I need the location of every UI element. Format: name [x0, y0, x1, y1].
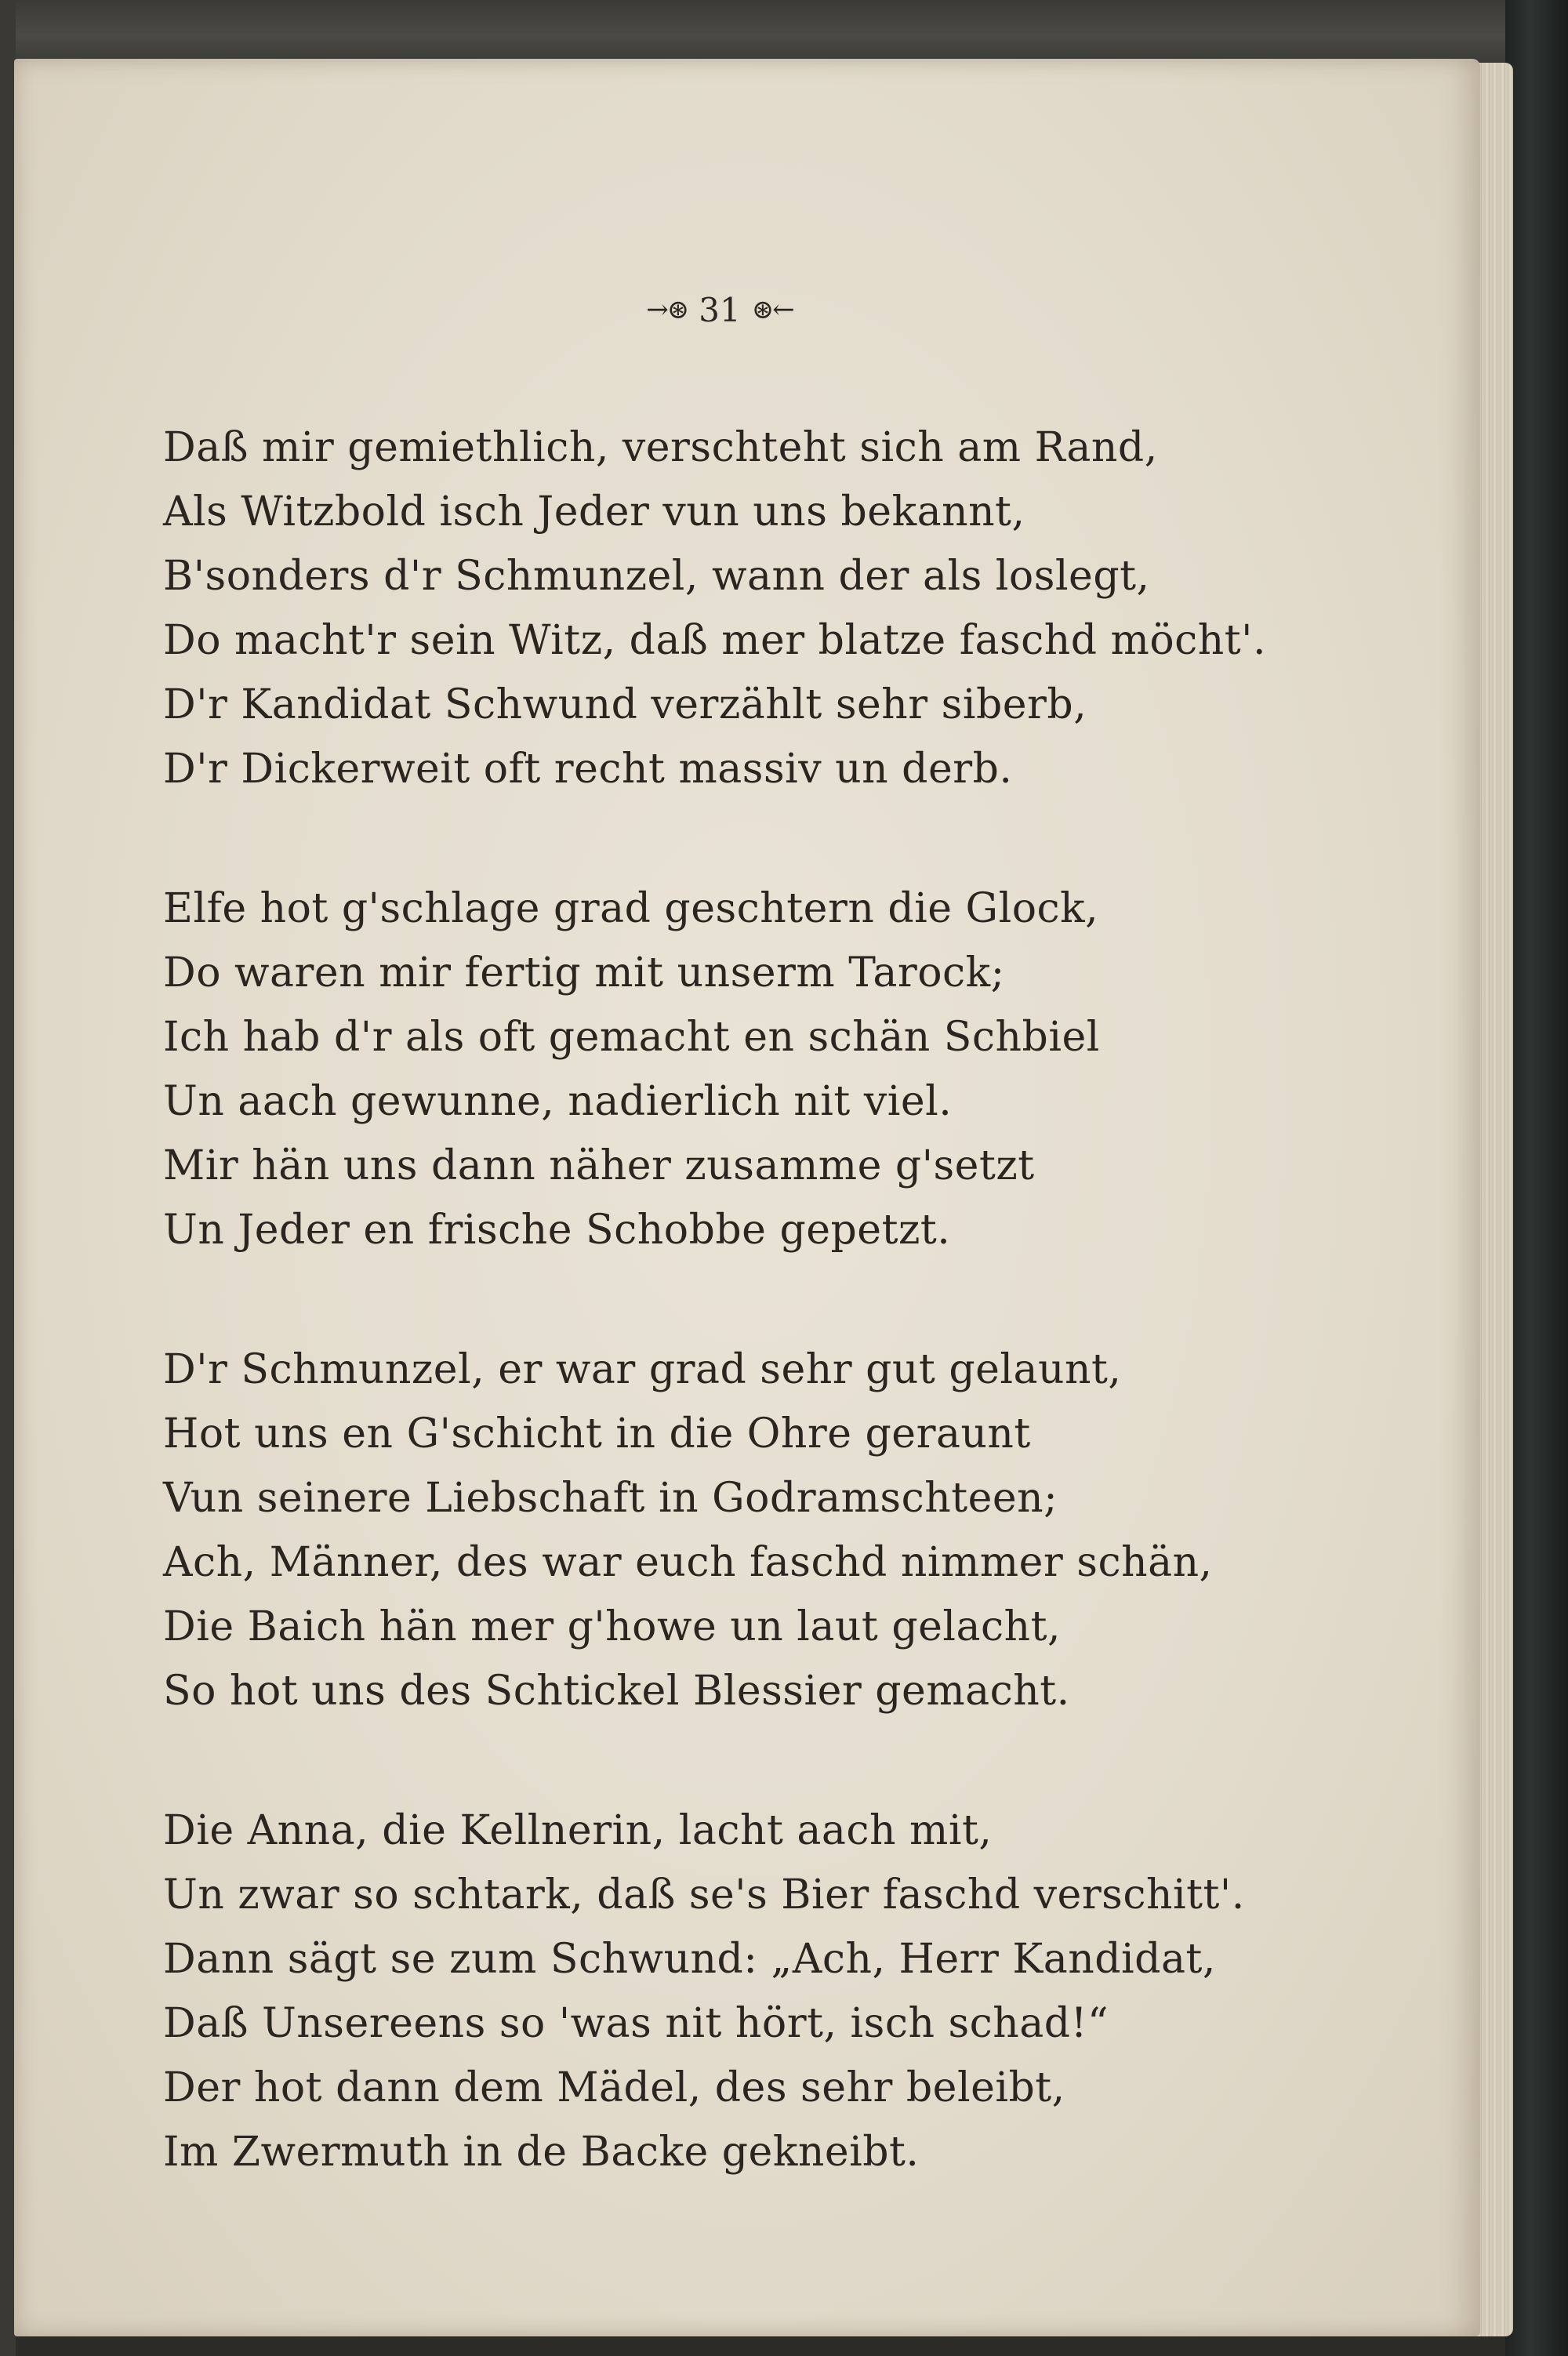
- poem-line: Daß mir gemiethlich, verschteht sich am Rand,: [163, 424, 1158, 471]
- poem-line: D'r Schmunzel, er war grad sehr gut gelaunt,: [163, 1346, 1122, 1393]
- poem-line: Der hot dann dem Mädel, des sehr beleibt,: [163, 2064, 1065, 2111]
- poem-line: So hot uns des Schtickel Blessier gemacht.: [163, 1668, 1070, 1715]
- poem-line: Elfe hot g'schlage grad geschtern die Glock,: [163, 885, 1099, 932]
- poem-line: Do macht'r sein Witz, daß mer blatze faschd möcht'.: [163, 617, 1267, 664]
- poem-line: Die Anna, die Kellnerin, lacht aach mit,: [163, 1807, 993, 1854]
- poem-line: Un aach gewunne, nadierlich nit viel.: [163, 1078, 953, 1125]
- poem-line: Die Baich hän mer g'howe un laut gelacht,: [163, 1603, 1062, 1650]
- poem-line: Hot uns en G'schicht in die Ohre geraunt: [163, 1410, 1031, 1458]
- ornament-right-icon: ⊛←: [751, 294, 793, 325]
- poem-line: Im Zwermuth in de Backe gekneibt.: [163, 2129, 920, 2176]
- poem-line: D'r Dickerweit oft recht massiv un derb.: [163, 746, 1013, 793]
- poem-line: D'r Kandidat Schwund verzählt sehr siberb,: [163, 681, 1087, 728]
- stanza-2: [163, 877, 1339, 1262]
- poem-line: Ach, Männer, des war euch faschd nimmer schän,: [163, 1539, 1213, 1586]
- poem-line: Mir hän uns dann näher zusamme g'setzt: [163, 1142, 1035, 1189]
- stanza-3: [163, 1338, 1339, 1723]
- poem-line: Un Jeder en frische Schobbe gepetzt.: [163, 1207, 951, 1254]
- page-number: 31: [699, 290, 741, 329]
- poem-line: B'sonders d'r Schmunzel, wann der als loslegt,: [163, 553, 1150, 600]
- poem-text: [163, 416, 1339, 2260]
- poem-line: Ich hab d'r als oft gemacht en schän Schbiel: [163, 1014, 1100, 1061]
- poem-line: Do waren mir fertig mit unserm Tarock;: [163, 949, 1005, 996]
- ornament-left-icon: →⊛: [646, 294, 688, 325]
- stanza-1: [163, 416, 1339, 801]
- book-page: [14, 59, 1480, 2336]
- poem-line: Vun seinere Liebschaft in Godramschteen;: [163, 1475, 1058, 1522]
- book-cover-right: [1505, 0, 1568, 2356]
- book-cover-left: [0, 0, 16, 2356]
- poem-line: Als Witzbold isch Jeder vun uns bekannt,: [163, 488, 1025, 535]
- poem-line: Dann sägt se zum Schwund: „Ach, Herr Kandidat,: [163, 1936, 1216, 1983]
- page-header: [618, 286, 822, 333]
- stanza-4: [163, 1799, 1339, 2184]
- poem-line: Un zwar so schtark, daß se's Bier faschd verschitt'.: [163, 1871, 1245, 1919]
- poem-line: Daß Unsereens so 'was nit hört, isch schad!“: [163, 2000, 1109, 2047]
